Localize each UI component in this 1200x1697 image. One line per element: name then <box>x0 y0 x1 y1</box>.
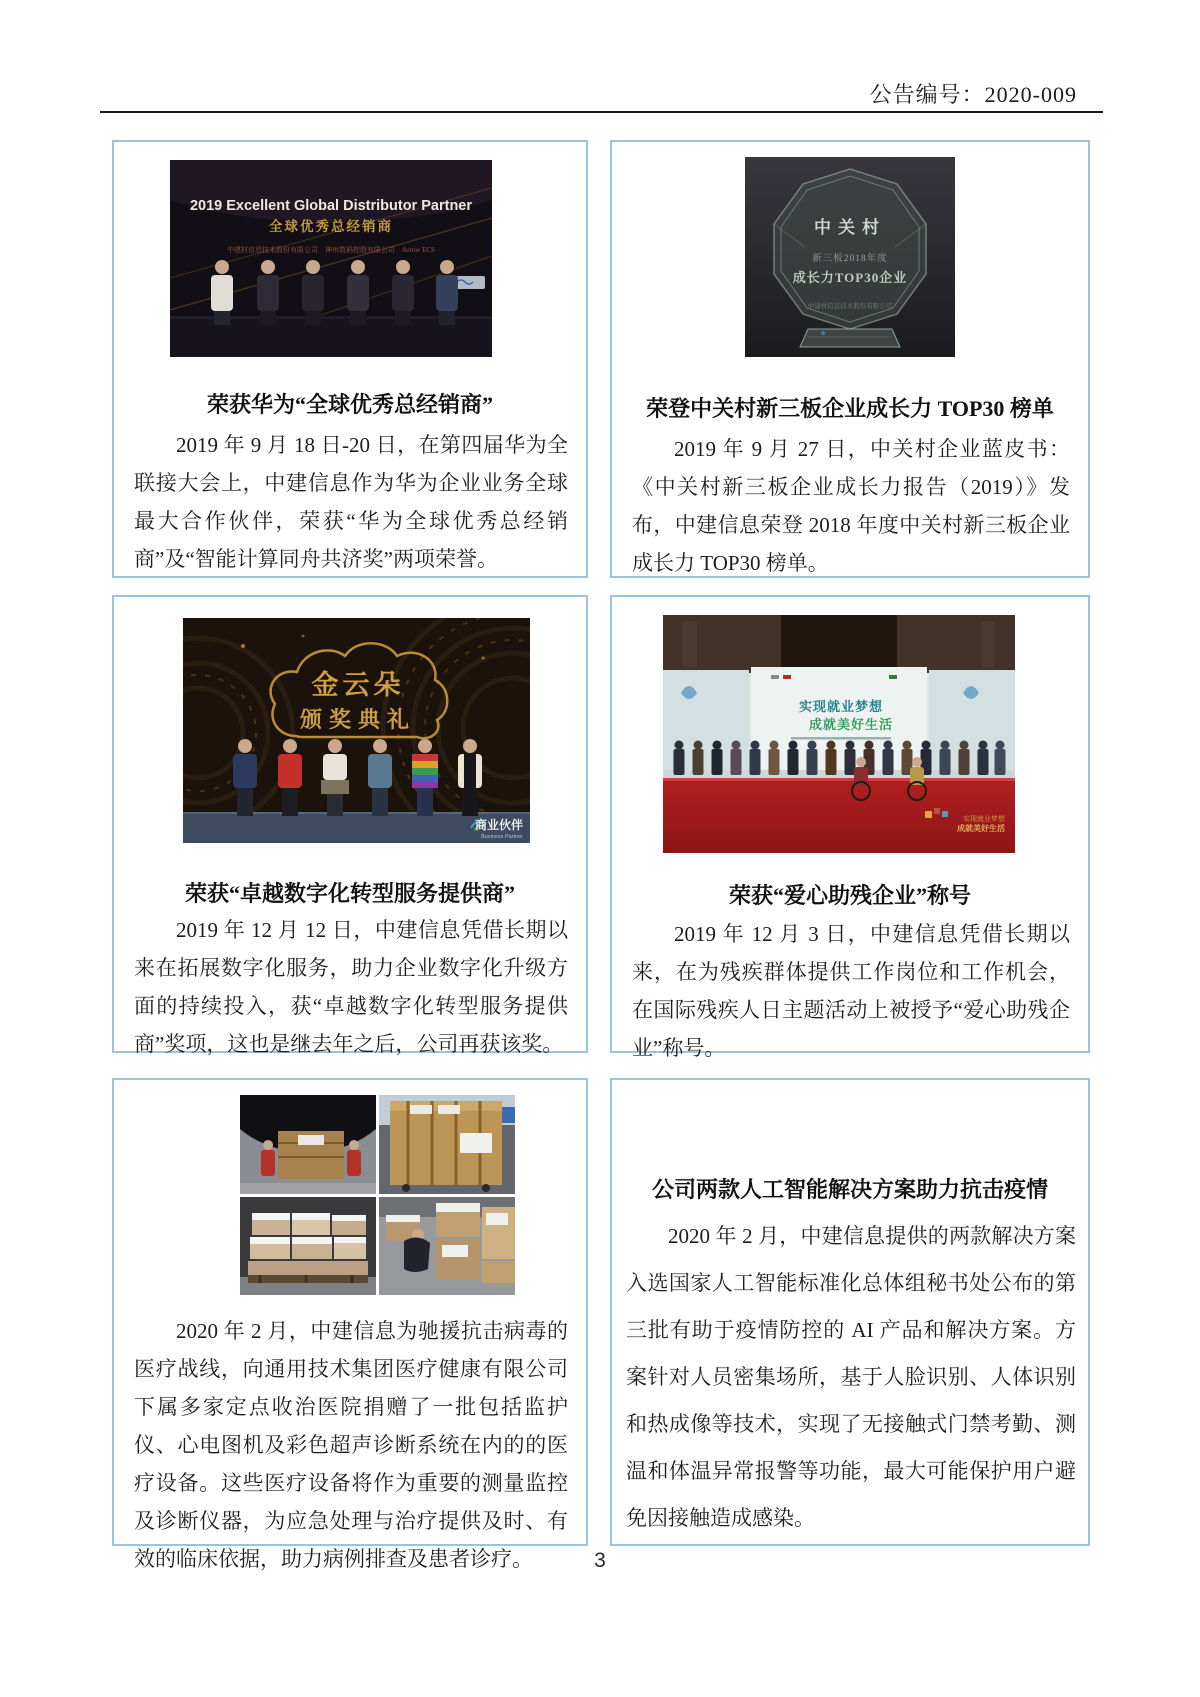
card-charity-award <box>610 595 1090 1060</box>
card-title: 公司两款人工智能解决方案助力抗击疫情 <box>651 1177 1048 1202</box>
backdrop-slogan-1: 实现就业梦想 <box>798 699 884 714</box>
stage-photo-huawei <box>170 160 492 357</box>
card-body: 2020 年 2 月，中建信息提供的两款解决方案入选国家人工智能标准化总体组秘书处公布的第三批有助于疫情防控的 AI 产品和解决方案。方案针对人员密集场所，基于人脸识别、人体识别和热成像等技术，实现了无接触式门禁考勤、测温和体温异常报警等功能，最大可能保护用户避免因接触造成感染。 <box>626 1224 1076 1530</box>
notice-number: 公告编号：2020-009 <box>869 82 1077 107</box>
card-huawei-award <box>112 140 588 578</box>
banner-companies: 中建材信息技术股份有限公司 神州数码控股有限公司 Arrow ECS <box>227 246 435 254</box>
card-title: 荣获“爱心助残企业”称号 <box>728 883 971 908</box>
collage-box-pallet <box>240 1197 376 1295</box>
trophy-line3: 成长力TOP30企业 <box>792 270 908 285</box>
card-digital-transformation-award <box>112 595 588 1056</box>
backdrop-slogan-2: 成就美好生活 <box>808 717 894 732</box>
card-ai-epidemic <box>610 1078 1090 1546</box>
page-number: 3 <box>594 1549 606 1572</box>
partner-logo-en: Business Partner <box>481 834 523 840</box>
card-title: 荣登中关村新三板企业成长力 TOP30 榜单 <box>646 396 1054 421</box>
stage-photo-goldcloud <box>183 618 530 843</box>
watermark-line2: 成就美好生活 <box>957 824 1005 833</box>
card-medical-donation <box>112 1078 588 1571</box>
card-title: 荣获“卓越数字化转型服务提供商” <box>184 881 515 906</box>
donation-photo-collage <box>240 1095 515 1295</box>
card-body: 2020 年 2 月，中建信息为驰援抗击病毒的医疗战线，向通用技术集团医疗健康有限公司下属多家定点收治医院捐赠了一批包括监护仪、心电图机及彩色超声诊断系统在内的的医疗设备。这些医疗设备将作为重要的测量监控及诊断仪器，为应急处理与治疗提供及时、有效的临床依据，助力病例排查及患者诊疗。 <box>134 1319 568 1571</box>
card-body: 2019 年 12 月 3 日，中建信息凭借长期以来，在为残疾群体提供工作岗位和工作机会，在国际残疾人日主题活动上被授予“爱心助残企业”称号。 <box>632 922 1070 1060</box>
card-body: 2019 年 12 月 12 日，中建信息凭借长期以来在拓展数字化服务，助力企业数字化升级方面的持续投入，获“卓越数字化转型服务提供商”奖项，这也是继去年之后，公司再获该奖。 <box>134 918 568 1056</box>
trophy-photo <box>745 157 955 357</box>
stage-photo-charity <box>663 615 1015 853</box>
trophy-line4: 中建材信息技术股份有限公司 <box>807 303 893 310</box>
header-rule <box>100 111 1103 113</box>
collage-crate <box>379 1095 515 1194</box>
banner-title-cn: 全球优秀总经销商 <box>269 219 393 234</box>
cloud-subtitle: 颁奖典礼 <box>299 707 417 732</box>
trophy-line2: 新三板2018年度 <box>812 254 888 264</box>
card-title: 荣获华为“全球优秀总经销商” <box>206 392 493 417</box>
banner-title-en: 2019 Excellent Global Distributor Partner <box>189 198 473 214</box>
card-body: 2019 年 9 月 27 日，中关村企业蓝皮书：《中关村新三板企业成长力报告（2019）》发布，中建信息荣登 2018 年度中关村新三板企业成长力 TOP30 榜单。 <box>632 437 1070 575</box>
cloud-title: 金云朵 <box>311 670 405 700</box>
collage-truck-loading <box>240 1095 376 1194</box>
trophy-base <box>800 329 900 347</box>
trophy-line1: 中关村 <box>814 218 886 237</box>
card-top30-award <box>610 140 1090 578</box>
card-body: 2019 年 9 月 18 日-20 日，在第四届华为全联接大会上，中建信息作为华为企业业务全球最大合作伙伴，荣获“华为全球优秀总经销商”及“智能计算同舟共济奖”两项荣誉。 <box>134 433 568 571</box>
partner-logo-cn: 商业伙伴 <box>474 818 523 832</box>
collage-worker-boxes <box>379 1197 515 1295</box>
watermark-line1: 实现就业梦想 <box>963 815 1005 823</box>
